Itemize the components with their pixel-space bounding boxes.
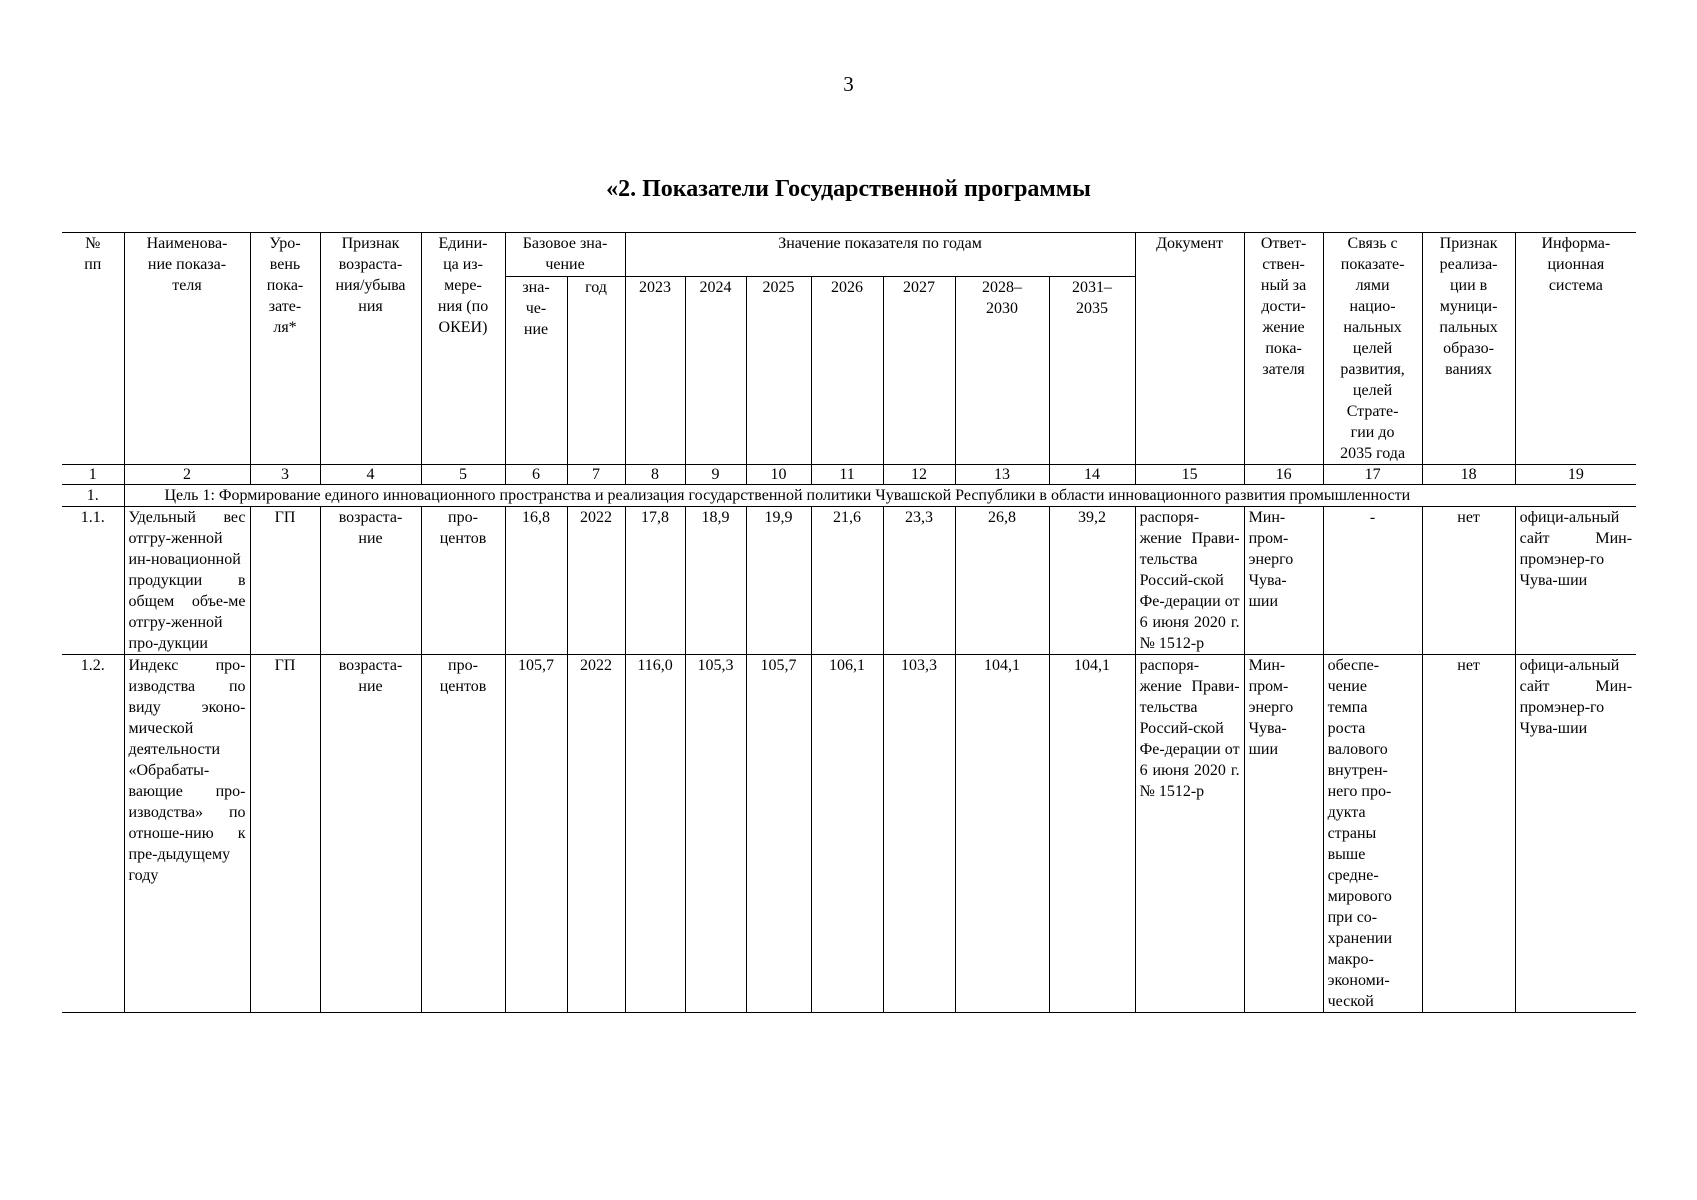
goal-row bbox=[62, 485, 1636, 507]
column-number: 13 bbox=[955, 465, 1049, 485]
header-year-2031-2035: 2031– 2035 bbox=[1049, 276, 1135, 464]
column-number: 7 bbox=[567, 465, 625, 485]
header-name: Наименова- ние показа- теля bbox=[124, 233, 250, 465]
column-number: 17 bbox=[1323, 465, 1422, 485]
row-value-2025: 105,7 bbox=[746, 655, 811, 1013]
row-infosystem: офици-альный сайт Мин-промэнер-го Чува-шии bbox=[1515, 507, 1636, 655]
row-municipal: нет bbox=[1422, 655, 1515, 1013]
column-number: 3 bbox=[250, 465, 320, 485]
column-number: 1 bbox=[62, 465, 124, 485]
row-link: - bbox=[1323, 507, 1422, 655]
header-trend: Признак возраста- ния/убыва ния bbox=[320, 233, 421, 465]
row-value-2028-2030: 104,1 bbox=[955, 655, 1049, 1013]
column-number: 15 bbox=[1135, 465, 1244, 485]
header-row bbox=[62, 233, 1636, 277]
row-trend: возраста- ние bbox=[320, 655, 421, 1013]
row-value-2024: 18,9 bbox=[685, 507, 746, 655]
header-responsible: Ответ- ствен- ный за дости- жение пока- зателя bbox=[1244, 233, 1323, 465]
row-no: 1.1. bbox=[62, 507, 124, 655]
row-value-2025: 19,9 bbox=[746, 507, 811, 655]
header-base: Базовое зна- чение bbox=[505, 233, 625, 277]
row-document: распоря-жение Прави-тельства Россий-ской Фе-дерации от 6 июня 2020 г. № 1512-р bbox=[1135, 507, 1244, 655]
row-responsible: Мин- пром- энерго Чува- шии bbox=[1244, 507, 1323, 655]
header-year-2026: 2026 bbox=[811, 276, 883, 464]
row-responsible: Мин- пром- энерго Чува- шии bbox=[1244, 655, 1323, 1013]
header-year-2027: 2027 bbox=[883, 276, 955, 464]
row-unit: про- центов bbox=[421, 655, 505, 1013]
header-year-2024: 2024 bbox=[685, 276, 746, 464]
column-number: 4 bbox=[320, 465, 421, 485]
header-years: Значение показателя по годам bbox=[625, 233, 1135, 277]
table-row bbox=[62, 507, 1636, 655]
row-value-2023: 116,0 bbox=[625, 655, 685, 1013]
row-value-2027: 103,3 bbox=[883, 655, 955, 1013]
header-unit: Едини- ца из- мере- ния (по ОКЕИ) bbox=[421, 233, 505, 465]
row-document: распоря-жение Прави-тельства Россий-ской Фе-дерации от 6 июня 2020 г. № 1512-р bbox=[1135, 655, 1244, 1013]
table-row bbox=[62, 655, 1636, 1013]
row-base-year: 2022 bbox=[567, 507, 625, 655]
header-no: № пп bbox=[62, 233, 124, 465]
column-number: 11 bbox=[811, 465, 883, 485]
column-number: 5 bbox=[421, 465, 505, 485]
goal-text: Цель 1: Формирование единого инновационного пространства и реализация государственной политики Чувашской Республики в области инновационного развития промышленности bbox=[124, 485, 1636, 507]
row-no: 1.2. bbox=[62, 655, 124, 1013]
header-year-2025: 2025 bbox=[746, 276, 811, 464]
row-name: Удельный вес отгру-женной ин-новационной продукции в общем объе-ме отгру-женной про-дукции bbox=[124, 507, 250, 655]
column-number: 18 bbox=[1422, 465, 1515, 485]
row-value-2026: 106,1 bbox=[811, 655, 883, 1013]
column-number: 2 bbox=[124, 465, 250, 485]
row-link: обеспе- чение темпа роста валового внутрен- него про- дукта страны выше средне- мирового при со- хранении макро- экономи- ческой bbox=[1323, 655, 1422, 1013]
column-number: 9 bbox=[685, 465, 746, 485]
header-infosystem: Информа- ционная система bbox=[1515, 233, 1636, 465]
row-value-2027: 23,3 bbox=[883, 507, 955, 655]
column-number: 19 bbox=[1515, 465, 1636, 485]
row-base-value: 16,8 bbox=[505, 507, 567, 655]
row-value-2031-2035: 104,1 bbox=[1049, 655, 1135, 1013]
row-infosystem: офици-альный сайт Мин-промэнер-го Чува-шии bbox=[1515, 655, 1636, 1013]
column-number: 14 bbox=[1049, 465, 1135, 485]
header-link: Связь с показате- лями нацио- нальных целей развития, целей Страте- гии до 2035 года bbox=[1323, 233, 1422, 465]
row-level: ГП bbox=[250, 655, 320, 1013]
row-municipal: нет bbox=[1422, 507, 1515, 655]
row-level: ГП bbox=[250, 507, 320, 655]
row-base-year: 2022 bbox=[567, 655, 625, 1013]
column-number: 12 bbox=[883, 465, 955, 485]
row-unit: про- центов bbox=[421, 507, 505, 655]
goal-no: 1. bbox=[62, 485, 124, 507]
column-number: 8 bbox=[625, 465, 685, 485]
column-number: 10 bbox=[746, 465, 811, 485]
row-trend: возраста- ние bbox=[320, 507, 421, 655]
page-title: «2. Показатели Государственной программы bbox=[606, 176, 1091, 202]
column-numbers-row bbox=[62, 465, 1636, 485]
header-document: Документ bbox=[1135, 233, 1244, 465]
row-value-2031-2035: 39,2 bbox=[1049, 507, 1135, 655]
row-value-2024: 105,3 bbox=[685, 655, 746, 1013]
row-value-2028-2030: 26,8 bbox=[955, 507, 1049, 655]
header-base-value: зна- че- ние bbox=[505, 276, 567, 464]
row-name: Индекс про-изводства по виду эконо-мической деятельности «Обрабаты-вающие про-изводства» по отноше-нию к пре-дыдущему году bbox=[124, 655, 250, 1013]
column-number: 6 bbox=[505, 465, 567, 485]
row-base-value: 105,7 bbox=[505, 655, 567, 1013]
header-level: Уро- вень пока- зате- ля* bbox=[250, 233, 320, 465]
header-year-2023: 2023 bbox=[625, 276, 685, 464]
column-number: 16 bbox=[1244, 465, 1323, 485]
header-base-year: год bbox=[567, 276, 625, 464]
indicators-table bbox=[62, 232, 1636, 1013]
header-municipal: Признак реализа- ции в муници- пальных образо- ваниях bbox=[1422, 233, 1515, 465]
row-value-2023: 17,8 bbox=[625, 507, 685, 655]
header-year-2028-2030: 2028– 2030 bbox=[955, 276, 1049, 464]
page-number: 3 bbox=[843, 72, 854, 96]
row-value-2026: 21,6 bbox=[811, 507, 883, 655]
